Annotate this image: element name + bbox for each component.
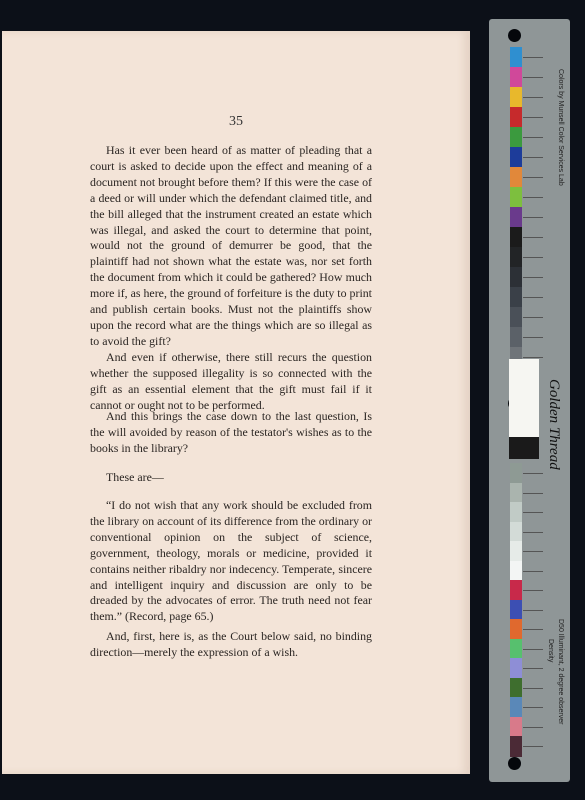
- color-swatch: [510, 717, 522, 738]
- color-swatch: [510, 147, 522, 168]
- swatch-tick: [523, 197, 543, 198]
- swatch-tick: [523, 590, 543, 591]
- color-swatch: [510, 658, 522, 679]
- swatch-tick: [523, 571, 543, 572]
- swatch-tick: [523, 297, 543, 298]
- color-swatch: [510, 87, 522, 108]
- color-swatch: [510, 187, 522, 208]
- swatch-tick: [523, 512, 543, 513]
- color-swatch: [510, 600, 522, 621]
- color-swatch: [510, 736, 522, 757]
- swatch-tick: [523, 707, 543, 708]
- color-swatch: [510, 580, 522, 601]
- page-number: 35: [229, 114, 243, 129]
- color-swatch: [510, 207, 522, 228]
- color-swatch: [510, 287, 522, 308]
- swatch-tick: [523, 117, 543, 118]
- color-swatch: [510, 267, 522, 288]
- color-swatch: [510, 561, 522, 582]
- swatch-tick: [523, 629, 543, 630]
- paragraph: And even if otherwise, there still recurs the question whether the supposed illegality is so connected with the gift as an essential element that the gift must fail if it cannot or ought not to be performed.: [90, 349, 372, 412]
- color-swatch: [510, 227, 522, 248]
- swatch-tick: [523, 237, 543, 238]
- body-text: [90, 143, 372, 413]
- color-swatch: [510, 47, 522, 68]
- signature-logo: Golden Thread: [546, 379, 562, 470]
- paragraph: Has it ever been heard of as matter of pleading that a court is asked to decide upon the effect and meaning of a document not brought before them? If this were the case of a deed or will under which the defendant claimed title, and the bill alleged that the instrument created an estate which was illegal, and asked the court to determine that point, would not the ground of demurrer be good, that the plaintiff had not shown what the estate was, nor set forth the document from which it could be gathered? How much more if, as here, the ground of forfeiture is the duty to print and publish certain books. Must not the plaintiffs show upon the record what are the things which are so illegal as to avoid the gift?: [90, 143, 372, 348]
- document-page: [2, 31, 470, 774]
- color-swatch: [510, 483, 522, 504]
- color-swatch: [510, 522, 522, 543]
- swatch-tick: [523, 473, 543, 474]
- swatch-tick: [523, 688, 543, 689]
- swatch-tick: [523, 532, 543, 533]
- color-swatch: [510, 541, 522, 562]
- color-swatch: [510, 463, 522, 484]
- swatch-tick: [523, 77, 543, 78]
- body-text-3: [90, 470, 372, 486]
- color-calibration-card: [489, 19, 570, 782]
- swatch-tick: [523, 137, 543, 138]
- paragraph: And, first, here is, as the Court below said, no binding direction—merely the expression of a wish.: [90, 629, 372, 659]
- color-swatch: [510, 67, 522, 88]
- black-patch: [509, 437, 539, 459]
- quote-paragraph: “I do not wish that any work should be excluded from the library on account of its difference from the ordinary or conventional opinion on the subject of science, government, theology, morals or medicine, provided it contains neither ribaldry nor indecency. Temperate, sincere and intelligent inquiry and discussion are only to be dreaded by the advocates of error. The truth need not fear them.” (Record, page 65.): [90, 498, 372, 624]
- body-text-2: [90, 409, 372, 457]
- punch-hole: [508, 29, 521, 42]
- swatch-tick: [523, 727, 543, 728]
- color-swatch: [510, 502, 522, 523]
- color-swatch: [510, 619, 522, 640]
- paragraph: And this brings the case down to the last question, Is the will avoided by reason of the testator's wishes as to the books in the library?: [90, 409, 372, 455]
- density-label: Density: [547, 639, 554, 663]
- color-swatch: [510, 327, 522, 348]
- color-swatch: [510, 247, 522, 268]
- swatch-tick: [523, 317, 543, 318]
- swatch-tick: [523, 493, 543, 494]
- illuminant-label: D50 Illuminant, 2 degree observer: [557, 619, 564, 725]
- swatch-tick: [523, 649, 543, 650]
- color-swatch: [510, 307, 522, 328]
- quotation: [90, 498, 372, 625]
- color-swatch: [510, 107, 522, 128]
- swatch-tick: [523, 217, 543, 218]
- brand-label: Colors by Munsell Color Services Lab: [557, 69, 564, 186]
- swatch-tick: [523, 277, 543, 278]
- color-swatch: [510, 127, 522, 148]
- paragraph: These are—: [106, 470, 164, 484]
- swatch-tick: [523, 97, 543, 98]
- punch-hole: [508, 757, 521, 770]
- swatch-tick: [523, 157, 543, 158]
- color-swatch: [510, 697, 522, 718]
- body-text-4: [90, 629, 372, 661]
- swatch-tick: [523, 610, 543, 611]
- swatch-tick: [523, 57, 543, 58]
- color-swatch: [510, 639, 522, 660]
- swatch-tick: [523, 746, 543, 747]
- swatch-tick: [523, 337, 543, 338]
- white-patch: [509, 359, 539, 439]
- swatch-tick: [523, 551, 543, 552]
- swatch-tick: [523, 257, 543, 258]
- swatch-tick: [523, 177, 543, 178]
- swatch-tick: [523, 668, 543, 669]
- color-swatch: [510, 678, 522, 699]
- swatch-tick: [523, 357, 543, 358]
- color-swatch: [510, 167, 522, 188]
